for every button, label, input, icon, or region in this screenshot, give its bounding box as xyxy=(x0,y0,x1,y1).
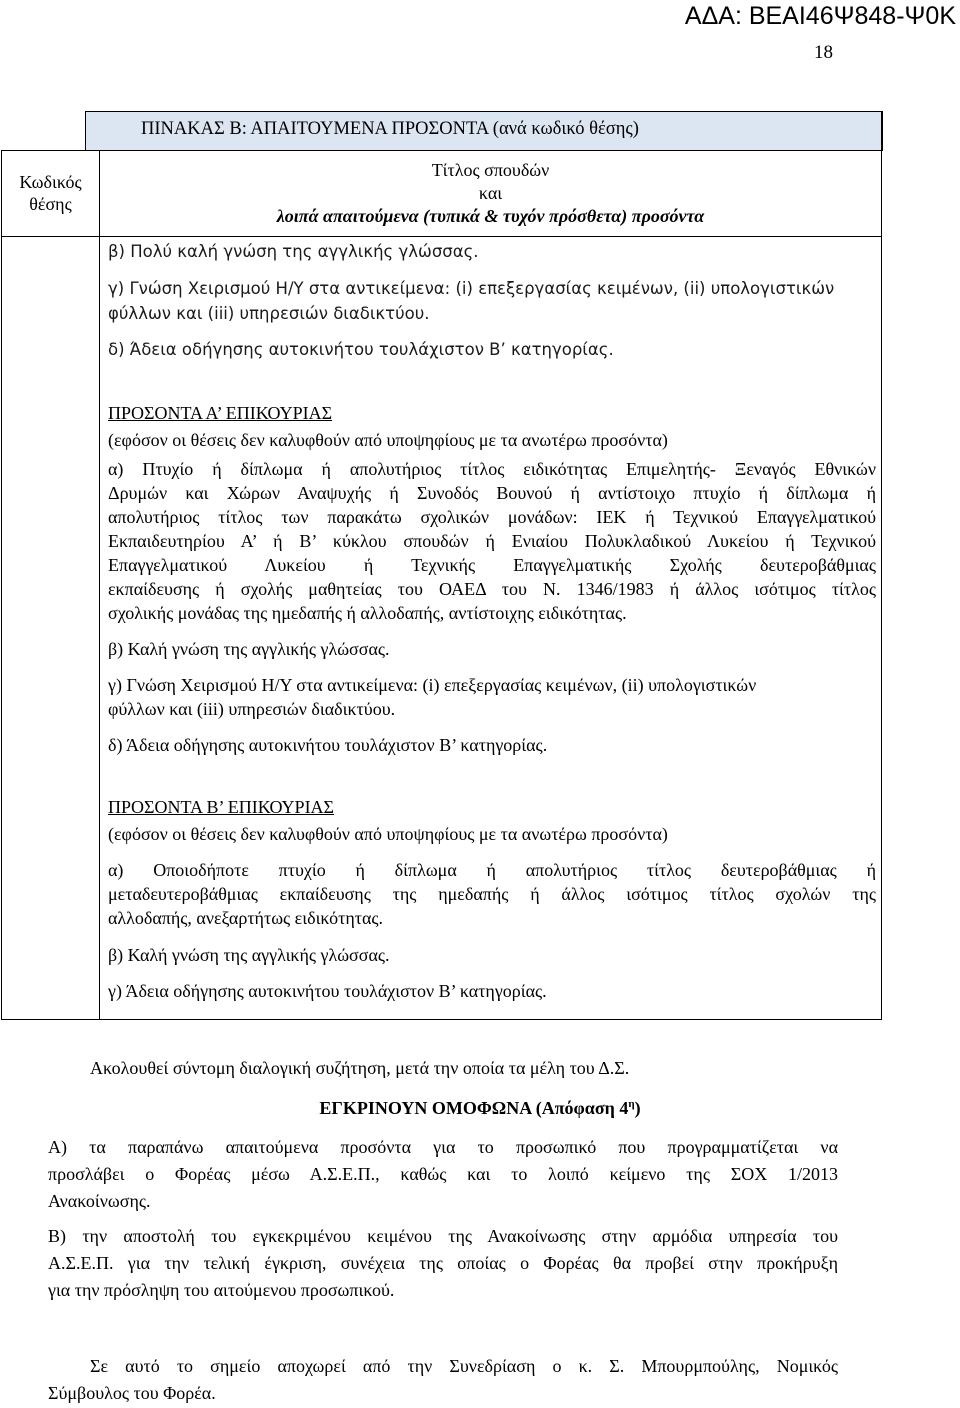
col2-header-line1: Τίτλος σπουδών xyxy=(431,160,550,180)
supp-a-a-line5: Επαγγελματικού Λυκείου ή Τεχνικής Επαγγελματικής Σχολής δευτεροβάθμιας xyxy=(108,555,876,575)
page-number: 18 xyxy=(814,42,833,63)
top-d-license: δ) Άδεια οδήγησης αυτοκινήτου τουλάχιστον Β’ κατηγορίας. xyxy=(108,340,614,359)
col1-header-line2: θέσης xyxy=(29,194,72,214)
title-right-border xyxy=(881,111,883,150)
decision-A-line2: προσλάβει ο Φορέας μέσω Α.Σ.Ε.Π., καθώς και το λοιπό κείμενο της ΣΟΧ 1/2013 xyxy=(48,1164,838,1184)
top-c-line1: γ) Γνώση Χειρισμού Η/Υ στα αντικείμενα: (i) επεξεργασίας κειμένων, (ii) υπολογιστικών xyxy=(108,279,835,298)
supp-b-a-line1: α) Οποιοδήποτε πτυχίο ή δίπλωμα ή απολυτήριος τίτλος δευτεροβάθμιας ή xyxy=(108,860,876,880)
supp-a-note: (εφόσον οι θέσεις δεν καλυφθούν από υποψηφίους με τα ανωτέρω προσόντα) xyxy=(108,430,668,450)
decision-A-line3: Ανακοίνωσης. xyxy=(48,1191,151,1211)
supp-a-c-line2: φύλλων και (iii) υπηρεσιών διαδικτύου. xyxy=(108,699,396,719)
approval-heading: ΕΓΚΡΙΝΟΥΝ ΟΜΟΦΩΝΑ (Απόφαση $4^\eta$) xyxy=(319,1098,641,1118)
table-left-border xyxy=(1,150,2,1020)
supp-a-a-line6: εκπαίδευσης ή σχολής μαθητείας του ΟΑΕΔ του Ν. 1346/1983 ή άλλος ισότιμος τίτλος xyxy=(108,579,876,599)
withdrawal-line1: Σε αυτό το σημείο αποχωρεί από την Συνεδρίαση ο κ. Σ. Μπουρμπούλης, Νομικός xyxy=(90,1356,838,1376)
header-bottom-border xyxy=(1,236,882,237)
supp-a-a-line7: σχολικής μονάδας της ημεδαπής ή αλλοδαπής, αντίστοιχης ειδικότητας. xyxy=(108,603,627,623)
supp-a-a-line1: α) Πτυχίο ή δίπλωμα ή απολυτήριος τίτλος ειδικότητας Επιμελητής- Ξεναγός Εθνικών xyxy=(108,459,876,479)
decision-A-line1: Α) τα παραπάνω απαιτούμενα προσόντα για το προσωπικό που προγραμματίζεται να xyxy=(48,1137,838,1157)
top-b-english: β) Πολύ καλή γνώση της αγγλικής γλώσσας. xyxy=(108,242,479,261)
supp-b-note: (εφόσον οι θέσεις δεν καλυφθούν από υποψηφίους με τα ανωτέρω προσόντα) xyxy=(108,824,668,844)
supp-a-a-line2: Δρυμών και Χώρων Αναψυχής ή Συνοδός Βουνού ή αντίστοιχο πτυχίο ή δίπλωμα ή xyxy=(108,483,876,503)
supp-a-a-line3: απολυτήριος τίτλος των παρακάτω σχολικών μονάδων: ΙΕΚ ή Τεχνικού Επαγγελματικού xyxy=(108,507,876,527)
supp-a-a-line4: Εκπαιδευτηρίου Α’ ή Β’ κύκλου σπουδών ή Ενιαίου Πολυκλαδικού Λυκείου ή Τεχνικού xyxy=(108,531,876,551)
decision-B-line3: για την πρόσληψη του αιτούμενου προσωπικού. xyxy=(48,1280,395,1300)
supp-b-a-line2: μεταδευτεροβάθμιας εκπαίδευσης της ημεδαπής ή άλλος ισότιμος τίτλος σχολών της xyxy=(108,884,876,904)
supp-b-c: γ) Άδεια οδήγησης αυτοκινήτου τουλάχιστον Β’ κατηγορίας. xyxy=(108,981,547,1001)
top-c-line2: φύλλων και (iii) υπηρεσιών διαδικτύου. xyxy=(108,304,430,323)
supp-b-b: β) Καλή γνώση της αγγλικής γλώσσας. xyxy=(108,945,390,965)
table-right-border xyxy=(881,150,882,1020)
col2-header-line3: λοιπά απαιτούμενα (τυπικά & τυχόν πρόσθετα) προσόντα xyxy=(276,206,705,226)
table-border-top xyxy=(85,111,883,112)
supp-a-b: β) Καλή γνώση της αγγλικής γλώσσας. xyxy=(108,639,390,659)
table-border-bottom xyxy=(1,1019,882,1020)
supp-a-c-line1: γ) Γνώση Χειρισμού Η/Υ στα αντικείμενα: (i) επεξεργασίας κειμένων, (ii) υπολογιστικών xyxy=(108,675,757,695)
supp-a-d: δ) Άδεια οδήγησης αυτοκινήτου τουλάχιστον Β’ κατηγορίας. xyxy=(108,735,548,755)
withdrawal-line2: Σύμβουλος του Φορέα. xyxy=(48,1383,216,1403)
body-p1: Ακολουθεί σύντομη διαλογική συζήτηση, μετά την οποία τα μέλη του Δ.Σ. xyxy=(90,1058,630,1078)
supp-b-a-line3: αλλοδαπής, ανεξαρτήτως ειδικότητας. xyxy=(108,908,384,928)
col1-header-line1: Κωδικός xyxy=(19,172,82,192)
decision-B-line1: Β) την αποστολή του εγκεκριμένου κειμένου της Ανακοίνωσης στην αρμόδια υπηρεσία του xyxy=(48,1226,838,1246)
header-top-border xyxy=(1,150,883,151)
supp-b-heading: ΠΡΟΣΟΝΤΑ Β’ ΕΠΙΚΟΥΡΙΑΣ xyxy=(108,797,335,817)
title-left-border xyxy=(85,111,86,150)
column-divider xyxy=(99,150,100,1020)
col2-header-line2: και xyxy=(478,183,503,203)
supp-a-heading: ΠΡΟΣΟΝΤΑ Α’ ΕΠΙΚΟΥΡΙΑΣ xyxy=(108,403,333,423)
ada-code: ΑΔΑ: ΒΕΑΙ46Ψ848-Ψ0Κ xyxy=(684,2,956,30)
decision-B-line2: Α.Σ.Ε.Π. για την τελική έγκριση, συνέχεια της οποίας ο Φορέας θα προβεί στην προκήρυξη xyxy=(48,1253,838,1273)
table-title: ΠΙΝΑΚΑΣ Β: ΑΠΑΙΤΟΥΜΕΝΑ ΠΡΟΣΟΝΤΑ (ανά κωδικό θέσης) xyxy=(141,119,639,139)
